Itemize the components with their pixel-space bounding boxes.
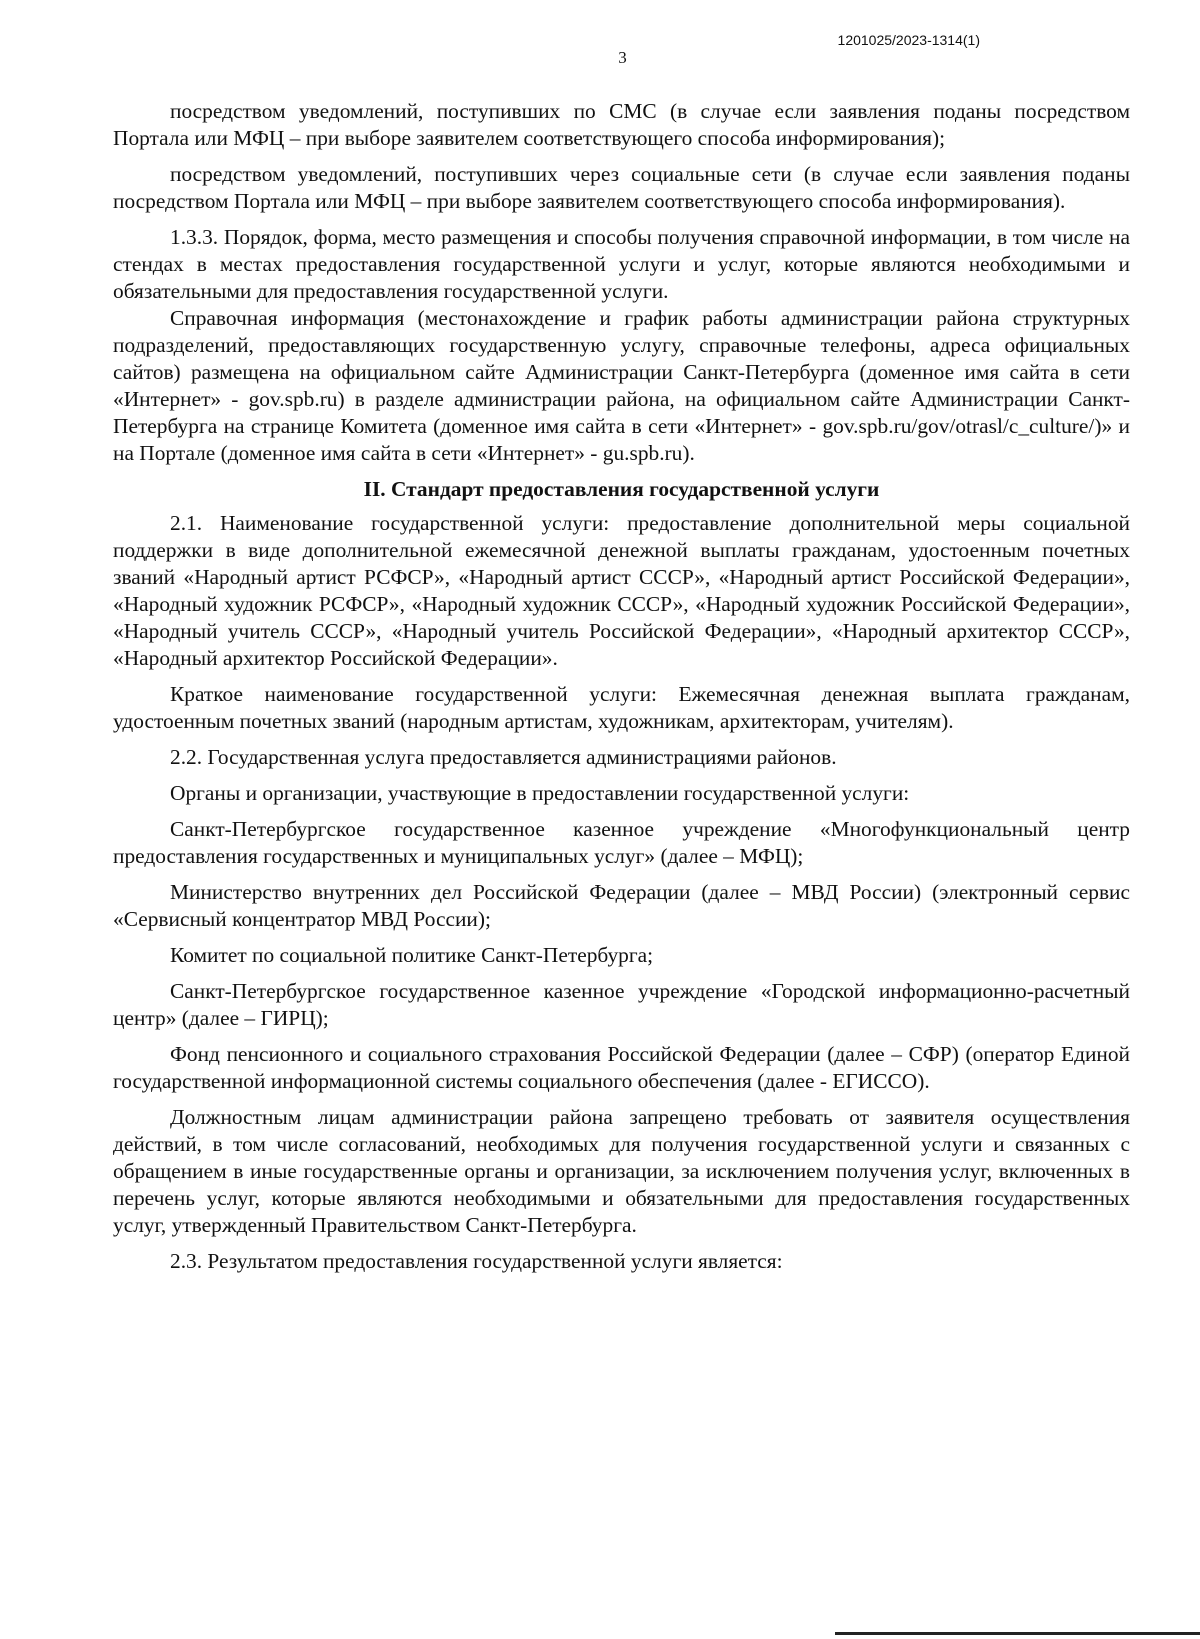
paragraph: Фонд пенсионного и социального страхования Российской Федерации (далее – СФР) (оператор Единой государственной информационной системы социального обеспечения (далее - ЕГИССО). [113, 1042, 1130, 1093]
paragraph: Краткое наименование государственной услуги: Ежемесячная денежная выплата гражданам, удостоенным почетных званий (народным артистам, художникам, архитекторам, учителям). [113, 682, 1130, 733]
paragraph: Должностным лицам администрации района запрещено требовать от заявителя осуществления действий, в том числе согласований, необходимых для получения государственной услуги и связанных с обращением в иные государственные органы и организации, за исключением получения услуг, включенных в перечень услуг, которые являются необходимыми и обязательными для предоставления государственных услуг, утвержденный Правительством Санкт-Петербурга. [113, 1105, 1130, 1237]
paragraph: посредством уведомлений, поступивших через социальные сети (в случае если заявления поданы посредством Портала или МФЦ – при выборе заявителем соответствующего способа информирования). [113, 162, 1130, 213]
paragraph: Санкт-Петербургское государственное казенное учреждение «Многофункциональный центр предоставления государственных и муниципальных услуг» (далее – МФЦ); [113, 817, 1130, 868]
paragraph: 2.1. Наименование государственной услуги: предоставление дополнительной меры социальной поддержки в виде дополнительной ежемесячной денежной выплаты гражданам, удостоенным почетных званий «Народный артист РСФСР», «Народный артист СССР», «Народный артист Российской Федерации», «Народный художник РСФСР», «Народный художник СССР», «Народный художник Российской Федерации», «Народный учитель СССР», «Народный учитель Российской Федерации», «Народный архитектор СССР», «Народный архитектор Российской Федерации». [113, 511, 1130, 670]
paragraph: Комитет по социальной политике Санкт-Петербурга; [170, 943, 654, 967]
paragraph: Справочная информация (местонахождение и график работы администрации района структурных подразделений, предоставляющих государственную услугу, справочные телефоны, адреса официальных сайтов) размещена на официальном сайте Администрации Санкт-Петербурга (доменное имя сайта в сети «Интернет» - gov.spb.ru) в разделе администрации района, на официальном сайте Администрации Санкт-Петербурга на странице Комитета (доменное имя сайта в сети «Интернет» - gov.spb.ru/gov/otrasl/c_culture/)» и на Портале (доменное имя сайта в сети «Интернет» - gu.spb.ru). [113, 306, 1130, 465]
paragraph: 1.3.3. Порядок, форма, место размещения и способы получения справочной информации, в том числе на стендах в местах предоставления государственной услуги и услуг, которые являются необходимыми и обязательными для предоставления государственной услуги. [113, 225, 1130, 303]
document-id: 1201025/2023-1314(1) [837, 32, 980, 48]
paragraph: Министерство внутренних дел Российской Федерации (далее – МВД России) (электронный сервис «Сервисный концентратор МВД России); [113, 880, 1130, 931]
paragraph: 2.2. Государственная услуга предоставляется администрациями районов. [170, 745, 837, 769]
paragraph: Санкт-Петербургское государственное казенное учреждение «Городской информационно-расчетный центр» (далее – ГИРЦ); [113, 979, 1130, 1030]
page-number: 3 [618, 48, 627, 67]
paragraph: Органы и организации, участвующие в предоставлении государственной услуги: [170, 781, 910, 805]
document-body [113, 98, 1130, 1284]
section-heading: II. Стандарт предоставления государственной услуги [363, 477, 880, 501]
paragraph: посредством уведомлений, поступивших по СМС (в случае если заявления поданы посредством Портала или МФЦ – при выборе заявителем соответствующего способа информирования); [113, 99, 1130, 150]
paragraph: 2.3. Результатом предоставления государственной услуги является: [170, 1249, 783, 1273]
scan-edge-line [835, 1632, 1200, 1635]
